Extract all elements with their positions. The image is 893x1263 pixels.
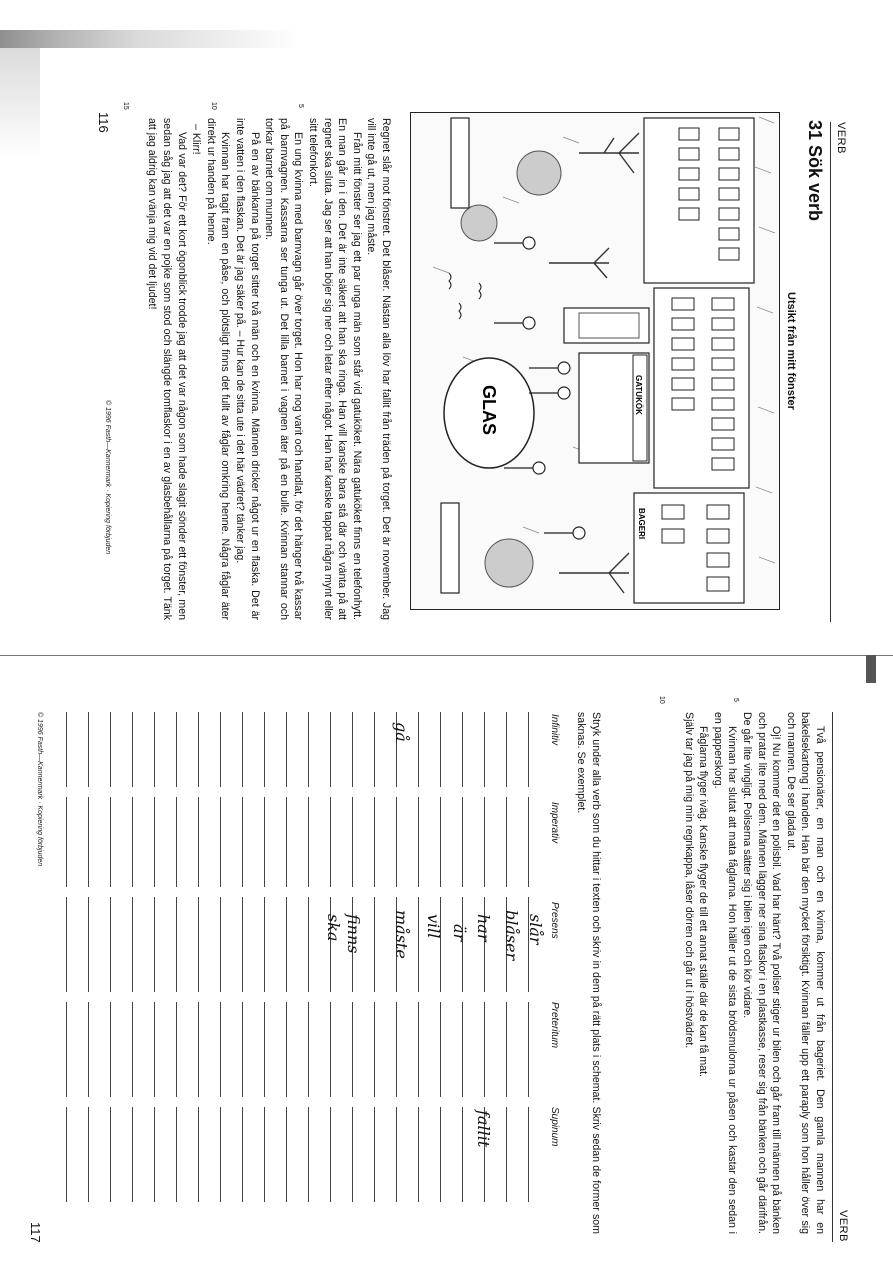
answer-vill: vill	[424, 914, 443, 939]
col-header-imperativ: Imperativ	[549, 802, 560, 844]
answer-maste: måste	[392, 910, 411, 959]
table-answer-line	[66, 797, 67, 887]
table-answer-line	[220, 712, 221, 787]
table-answer-line	[242, 1002, 243, 1097]
col-header-preteritum: Preteritum	[549, 1002, 560, 1049]
table-answer-line	[66, 1107, 67, 1202]
sign-gatukok: GATUKÖK	[634, 375, 643, 415]
table-answer-line	[154, 797, 155, 887]
table-answer-line	[484, 1002, 485, 1097]
table-answer-line	[440, 897, 441, 992]
paragraph-4: Fåglarna flyger iväg. Kanske flyger de till ett annat ställe där de kan få mat.	[697, 726, 710, 1077]
table-answer-line	[352, 1107, 353, 1202]
header-rule	[832, 712, 833, 1242]
table-answer-line	[110, 1002, 111, 1097]
table-answer-line	[286, 712, 287, 787]
table-answer-line	[198, 897, 199, 992]
table-answer-line	[396, 1107, 397, 1202]
table-answer-line	[154, 897, 155, 992]
table-answer-line	[396, 1002, 397, 1097]
answer-har: har	[474, 914, 493, 942]
paragraph-5: Kvinnan har tagit fram en påse, och plötsligt finns det fullt av fåglar omkring henne. Några fåglar äter direkt ur handen på henne.	[204, 118, 232, 620]
paragraph-6: – Klirr!	[190, 124, 203, 155]
table-answer-line	[528, 1107, 529, 1202]
table-answer-line	[374, 1107, 375, 1202]
table-answer-line	[132, 712, 133, 787]
table-answer-line	[418, 712, 419, 787]
answer-ar: är	[450, 924, 469, 942]
table-answer-line	[330, 1107, 331, 1202]
table-answer-line	[66, 712, 67, 787]
table-answer-line	[110, 712, 111, 787]
table-answer-line	[308, 797, 309, 887]
table-answer-line	[242, 1107, 243, 1202]
table-answer-line	[286, 1107, 287, 1202]
page-117	[0, 662, 893, 1262]
table-answer-line	[418, 1107, 419, 1202]
table-answer-line	[308, 1107, 309, 1202]
paragraph-3: En ung kvinna med barnvagn går över torget. Hon har nog varit och handlat, för det hänger två kassar på barnvagnen. Kassarna ser tunga ut. Det lilla barnet i vagnen äter på en bulle. Kvinnan stannar och torkar barnet om munnen.	[263, 118, 305, 620]
table-answer-line	[374, 1002, 375, 1097]
table-answer-line	[308, 1002, 309, 1097]
table-answer-line	[352, 797, 353, 887]
paragraph-1: Regnet slår mot fönstret. Det blåser. Nästan alla löv har fallit från träden på torget. Det är november. Jag vill inte gå ut, men jag måste.	[365, 118, 392, 620]
table-answer-line	[132, 897, 133, 992]
table-answer-line	[176, 1107, 177, 1202]
table-answer-line	[110, 797, 111, 887]
table-answer-line	[308, 712, 309, 787]
answer-finns: finns	[344, 914, 363, 954]
table-answer-line	[88, 1002, 89, 1097]
table-answer-line	[462, 897, 463, 992]
table-answer-line	[264, 897, 265, 992]
table-answer-line	[132, 1107, 133, 1202]
table-answer-line	[264, 712, 265, 787]
table-answer-line	[176, 712, 177, 787]
table-answer-line	[132, 1002, 133, 1097]
table-answer-line	[440, 1107, 441, 1202]
illustration-title: Utsikt från mitt fönster	[785, 292, 797, 410]
table-answer-line	[110, 897, 111, 992]
table-answer-line	[352, 1002, 353, 1097]
table-answer-line	[506, 797, 507, 887]
table-answer-line	[440, 712, 441, 787]
instruction-text	[574, 712, 603, 1234]
table-answer-line	[88, 797, 89, 887]
table-answer-line	[154, 712, 155, 787]
paragraph-2: Från mitt fönster ser jag ett par unga män som står vid gatuköket. Nära gatuköket finns en telefonhytt. En man går in i den. Det är inte säkert att han ska ringa. Han vill kanske bara stå där och vänta på att regnet ska sluta. Jag ser att han böjer sig ner och letar efter något. Han har kanske tappat några mynt eller sitt telefonkort.	[307, 118, 363, 620]
answer-ga: gå	[392, 722, 411, 742]
table-answer-line	[440, 797, 441, 887]
table-answer-line	[506, 712, 507, 787]
table-answer-line	[506, 1002, 507, 1097]
town-square-illustration	[410, 112, 780, 610]
table-answer-line	[286, 1002, 287, 1097]
table-answer-line	[308, 897, 309, 992]
table-answer-line	[528, 712, 529, 787]
table-answer-line	[132, 797, 133, 887]
table-answer-line	[220, 1002, 221, 1097]
page-number: 117	[28, 1222, 43, 1243]
table-answer-line	[330, 897, 331, 992]
table-answer-line	[418, 797, 419, 887]
table-answer-line	[484, 897, 485, 992]
sign-glas: GLAS	[479, 385, 499, 436]
table-answer-line	[506, 1107, 507, 1202]
page-header: VERB	[835, 122, 847, 154]
table-answer-line	[374, 797, 375, 887]
table-answer-line	[484, 712, 485, 787]
table-answer-line	[66, 1002, 67, 1097]
header-rule	[830, 122, 831, 622]
col-header-infinitiv: Infinitiv	[549, 714, 560, 746]
table-answer-line	[242, 712, 243, 787]
table-answer-line	[220, 1107, 221, 1202]
paragraph-7: Vad var det? För ett kort ögonblick trodde jag att det var någon som hade slagit sönder ett fönster, men sedan såg jag att det var en pojke som stod och slängde tomflaskor i en av glasbehållarna på torget. Tänk att jag aldrig kan vänja mig vid det ljudet!	[146, 118, 188, 620]
table-answer-line	[462, 1002, 463, 1097]
table-answer-line	[198, 797, 199, 887]
table-answer-line	[88, 897, 89, 992]
exercise-title: 31 Sök verb	[805, 120, 825, 222]
line-number-10: 10	[658, 696, 665, 704]
table-answer-line	[110, 1107, 111, 1202]
table-answer-line	[352, 712, 353, 787]
col-header-supinum: Supinum	[549, 1107, 560, 1147]
table-answer-line	[264, 1002, 265, 1097]
table-answer-line	[462, 712, 463, 787]
table-answer-line	[198, 1107, 199, 1202]
paragraph-5: Själv tar jag på mig min regnkappa, låser dörren och går ut i höstvädret.	[682, 712, 695, 1049]
table-answer-line	[330, 712, 331, 787]
table-answer-line	[264, 1107, 265, 1202]
table-answer-line	[264, 797, 265, 887]
table-answer-line	[418, 897, 419, 992]
table-answer-line	[528, 797, 529, 887]
table-answer-line	[154, 1107, 155, 1202]
illustration-drawing	[411, 113, 779, 609]
sign-bageri: BAGERI	[637, 508, 646, 540]
table-answer-line	[418, 1002, 419, 1097]
copyright-footer: © 1996 Fasth—Kannermark · Kopiering förbjuden	[36, 712, 43, 867]
table-answer-line	[198, 712, 199, 787]
page-number: 116	[96, 112, 111, 133]
table-answer-line	[176, 797, 177, 887]
answer-fallit: fallit	[474, 1110, 493, 1148]
table-answer-line	[88, 1107, 89, 1202]
answer-slar: slår	[526, 914, 545, 945]
table-answer-line	[220, 797, 221, 887]
copyright-footer: © 1996 Fasth—Kannermark · Kopiering förbjuden	[104, 400, 111, 555]
page-header: VERB	[837, 1210, 849, 1242]
paragraph-4: På en av bänkarna på torget sitter två män och en kvinna. Männen dricker något ur en flaska. Det är inte vatten i den flaskan. Det är jag säker på. – Hur kan de sitta ute i det här vädret? tänker jag.	[234, 118, 261, 620]
instruction: Stryk under alla verb som du hittar i texten och skriv in dem på rätt plats i schemat. Skriv sedan de former som saknas. Se exemplet.	[575, 712, 602, 1234]
table-answer-line	[88, 712, 89, 787]
table-answer-line	[220, 897, 221, 992]
table-answer-line	[374, 712, 375, 787]
story-text	[145, 118, 393, 620]
answer-ska: ska	[324, 914, 343, 942]
table-answer-line	[66, 897, 67, 992]
table-answer-line	[396, 797, 397, 887]
table-answer-line	[176, 1002, 177, 1097]
table-answer-line	[462, 1107, 463, 1202]
paragraph-2: Oj! Nu kommer det en polisbil. Vad har hänt? Två poliser stiger ur bilen och går fram till männen på bänken och pratar lite med dem. Männen lägger ner sina flaskor i en plastkasse, reser sig från bänken och går därifrån. De går lite vingligt. Poliserna sätter sig i bilen igen och kör vidare.	[741, 712, 783, 1234]
table-answer-line	[528, 1002, 529, 1097]
line-number-5: 5	[732, 698, 739, 702]
table-answer-line	[286, 897, 287, 992]
paragraph-3: Kvinnan har slutat att mata fåglarna. Hon häller ut de sista brödsmulorna ur påsen och kastar den sedan i en papperskorg.	[711, 712, 739, 1234]
table-answer-line	[330, 1002, 331, 1097]
paragraph-1: Två pensionärer, en man och en kvinna, kommer ut från bageriet. Den gamla mannen har en bakelsekartong i handen. Han bär den mycket försiktigt. Kvinnan fäller upp ett paraply som hon håller över sig och mannen. De ser glada ut.	[784, 712, 826, 1234]
line-number-15: 15	[122, 102, 129, 110]
table-answer-line	[462, 797, 463, 887]
table-answer-line	[242, 797, 243, 887]
table-answer-line	[330, 797, 331, 887]
page-fold-line	[0, 655, 893, 656]
table-answer-line	[374, 897, 375, 992]
line-number-5: 5	[297, 104, 304, 108]
table-answer-line	[484, 797, 485, 887]
table-answer-line	[176, 897, 177, 992]
answer-blaser: blåser	[502, 910, 521, 961]
table-answer-line	[286, 797, 287, 887]
table-answer-line	[154, 1002, 155, 1097]
story-continuation	[681, 712, 827, 1234]
table-answer-line	[242, 897, 243, 992]
col-header-presens: Presens	[549, 902, 560, 939]
table-answer-line	[198, 1002, 199, 1097]
table-answer-line	[440, 1002, 441, 1097]
line-number-10: 10	[210, 102, 217, 110]
